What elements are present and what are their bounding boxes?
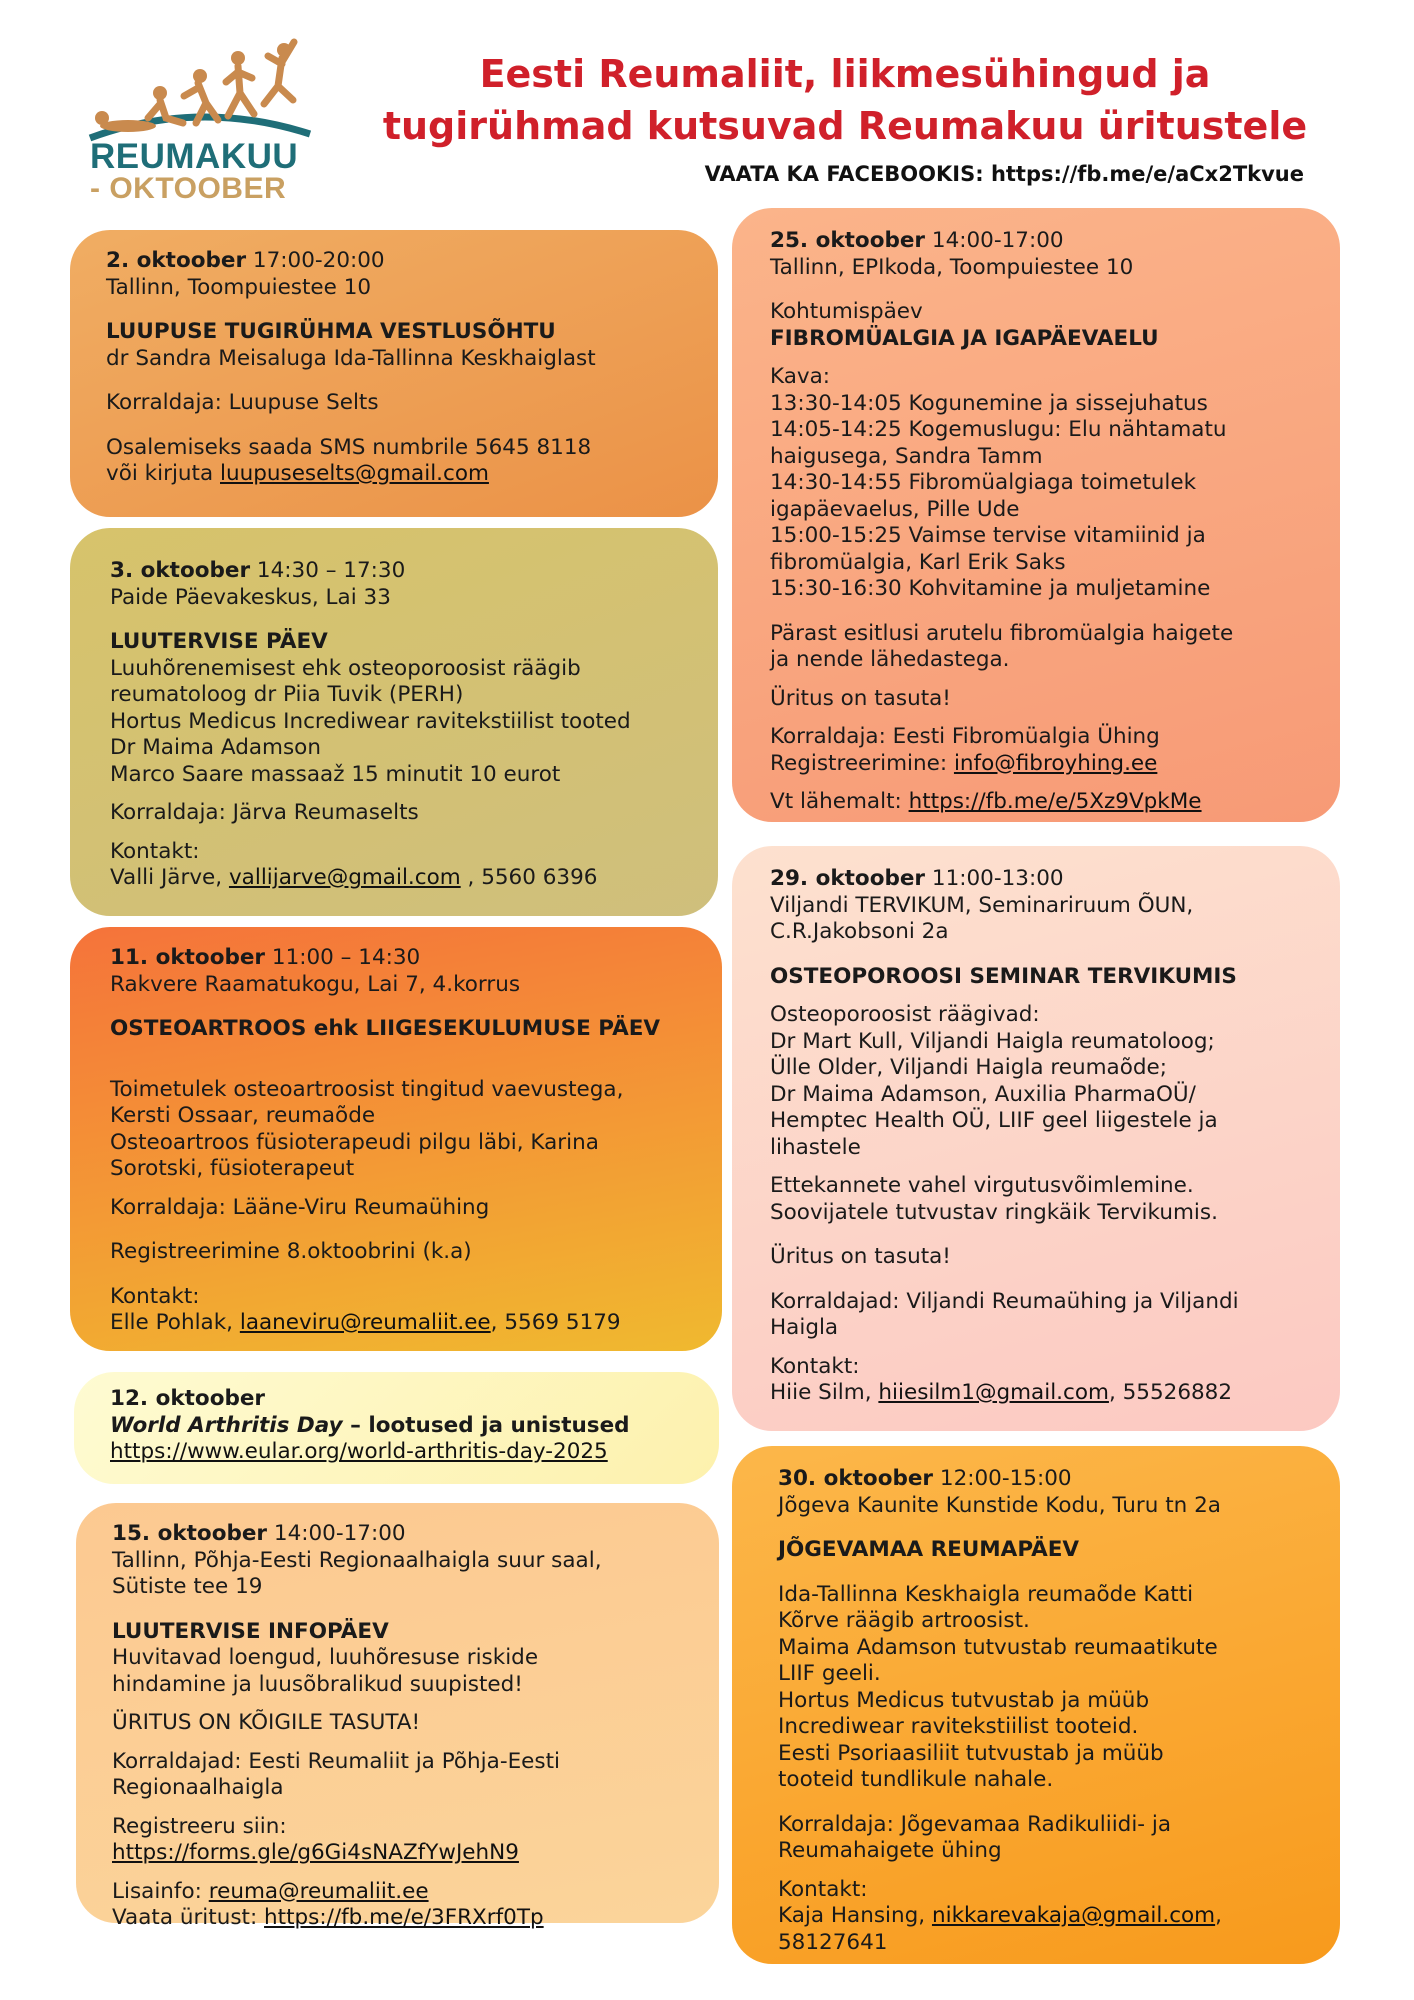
register-label: Registreerimine: [770,750,954,776]
event-time: 14:00-17:00 [273,1521,406,1546]
event-title: FIBROMÜALGIA JA IGAPÄEVAELU [770,325,1159,351]
contact-name: Hiie Silm, [770,1380,879,1405]
event-card-oct-11 [70,927,722,1351]
event-organizer: Regionaalhaigla [112,1775,284,1800]
event-organizer: Korraldaja: Lääne-Viru Reumaühing [110,1194,490,1220]
email-link[interactable]: reuma@reumaliit.ee [208,1878,429,1904]
event-after: ja nende lähedastega. [770,647,1010,672]
event-line: tooteid tundlikule nahale. [778,1767,1054,1792]
event-time: 14:30 – 17:30 [256,558,406,583]
event-organizer: Korraldaja: Järva Reumaselts [110,800,419,825]
event-line: Dr Maima Adamson, Auxilia PharmaOÜ/ [770,1081,1196,1107]
event-title: LUUTERVISE INFOPÄEV [112,1618,389,1644]
title-line-1: Eesti Reumaliit, liikmesühingud ja [479,52,1211,96]
event-line: Ülle Older, Viljandi Haigla reumaõde; [770,1055,1167,1080]
event-extra: Soovijatele tutvustav ringkäik Tervikumis. [770,1199,1218,1225]
email-link[interactable]: luupuseselts@gmail.com [220,461,489,486]
event-date: 2. oktoober [106,248,247,273]
event-link[interactable]: https://www.eular.org/world-arthritis-day-2025 [110,1439,608,1464]
event-line: Kõrve räägib artroosist. [778,1608,1030,1633]
event-line: lihastele [770,1134,861,1160]
event-line: Dr Maima Adamson [110,735,321,760]
email-link[interactable]: info@fibroyhing.ee [953,750,1158,776]
event-date: 25. oktoober [770,228,926,253]
event-place: Paide Päevakeskus, Lai 33 [110,584,391,610]
event-time: 14:00-17:00 [931,228,1064,253]
event-title: OSTEOPOROOSI SEMINAR TERVIKUMIS [770,963,1237,989]
event-card-oct-2 [70,230,718,517]
event-organizer: Korraldajad: Viljandi Reumaühing ja Viljandi [770,1288,1239,1314]
event-card-oct-15 [76,1503,719,1930]
contact-name: Kaja Hansing, [778,1903,932,1928]
event-info-prefix: või kirjuta [106,461,220,486]
contact-phone: , [1215,1903,1222,1928]
contact-name: Valli Järve, [110,865,229,890]
event-line: Hortus Medicus tutvustab ja müüb [778,1687,1150,1713]
contact-name: Elle Pohlak, [110,1310,240,1335]
event-line: Hemptec Health OÜ, LIIF geel liigestele ja [770,1108,1218,1133]
event-line: Toimetulek osteoartroosist tingitud vaevustega, [110,1076,624,1102]
event-link[interactable]: https://fb.me/e/5Xz9VpkMe [908,789,1202,814]
event-date: 12. oktoober [110,1386,266,1411]
event-card-oct-3 [70,528,718,916]
event-time: 17:00-20:00 [252,248,385,273]
event-line: Incrediwear ravitekstiilist tooteid. [778,1714,1139,1739]
event-line: LIIF geeli. [778,1661,881,1686]
contact-phone: , 5560 6396 [460,865,598,890]
event-free-note: Üritus on tasuta! [770,685,951,711]
event-description: hindamine ja luusõbralikud suupisted! [112,1671,523,1697]
event-link[interactable]: https://fb.me/e/3FRXrf0Tp [264,1905,544,1930]
register-link[interactable]: https://forms.gle/g6Gi4sNAZfYwJehN9 [112,1840,519,1865]
event-title: LUUTERVISE PÄEV [110,629,328,654]
event-organizer: Korraldaja: Luupuse Selts [106,390,379,415]
event-line: Osteoartroos füsioterapeudi pilgu läbi, Karina [110,1129,599,1155]
event-extra: Ettekannete vahel virgutusvõimlemine. [770,1173,1194,1198]
event-date: 3. oktoober [110,558,251,583]
event-line: Maima Adamson tutvustab reumaatikute [778,1634,1218,1660]
kava-item: igapäevaelus, Pille Ude [770,496,1020,522]
event-line: reumatoloog dr Piia Tuvik (PERH) [110,682,464,707]
event-organizer: Korraldajad: Eesti Reumaliit ja Põhja-Eesti [112,1748,560,1774]
page-title [340,48,1350,152]
kava-item: 14:30-14:55 Fibromüalgiaga toimetulek [770,470,1197,495]
event-title: OSTEOARTROOS ehk LIIGESEKULUMUSE PÄEV [110,1016,661,1041]
contact-phone: , 55526882 [1108,1380,1233,1405]
contact-phone: 58127641 [778,1929,888,1955]
event-time: 11:00-13:00 [931,866,1064,891]
event-free-note: Üritus on tasuta! [770,1244,951,1269]
contact-label: Kontakt: [110,838,200,864]
event-card-oct-25 [732,208,1340,822]
contact-label: Kontakt: [110,1283,200,1309]
event-line: Osteoporoosist räägivad: [770,1002,1040,1027]
event-info: Osalemiseks saada SMS numbrile 5645 8118 [106,434,592,460]
event-date: 15. oktoober [112,1521,268,1546]
event-description: dr Sandra Meisaluga Ida-Tallinna Keskhaiglast [106,345,596,371]
kava-item: 15:30-16:30 Kohvitamine ja muljetamine [770,576,1211,601]
email-link[interactable]: hiiesilm1@gmail.com [878,1380,1109,1405]
event-title-italic: World Arthritis Day [110,1412,343,1438]
email-link[interactable]: nikkarevakaja@gmail.com [931,1903,1216,1928]
event-line: Luuhõrenemisest ehk osteoporoosist räägib [110,655,581,681]
kava-label: Kava: [770,364,831,389]
event-place: Sütiste tee 19 [112,1574,263,1599]
event-date: 11. oktoober [110,945,266,970]
running-figures-icon [88,38,318,148]
event-place: Viljandi TERVIKUM, Seminariruum ÕUN, [770,892,1194,918]
kava-item: fibromüalgia, Karl Erik Saks [770,549,1066,575]
event-organizer: Korraldaja: Jõgevamaa Radikuliidi- ja [778,1811,1172,1837]
event-line: Kersti Ossaar, reumaõde [110,1103,376,1128]
event-place: Rakvere Raamatukogu, Lai 7, 4.korrus [110,971,521,997]
event-organizer: Haigla [770,1315,839,1340]
facebook-label: VAATA KA FACEBOOKIS: [704,162,984,186]
kava-item: 14:05-14:25 Kogemuslugu: Elu nähtamatu [770,417,1227,442]
event-time: 11:00 – 14:30 [271,945,421,970]
event-description: Huvitavad loengud, luuhõresuse riskide [112,1645,539,1670]
event-subtitle: Kohtumispäev [770,299,923,324]
event-place: C.R.Jakobsoni 2a [770,919,949,944]
logo-subtitle: - OKTOOBER [90,172,287,205]
event-card-oct-29 [732,846,1340,1431]
event-place: Tallinn, Põhja-Eesti Regionaalhaigla suur saal, [112,1547,602,1573]
event-place: Tallinn, EPIkoda, Toompuiestee 10 [770,254,1134,280]
facebook-link[interactable]: https://fb.me/e/aCx2Tkvue [990,162,1304,186]
event-organizer: Korraldaja: Eesti Fibromüalgia Ühing [770,724,1160,749]
register-label: Registreeru siin: [112,1813,287,1839]
event-card-oct-30 [732,1446,1340,1964]
event-line: Marco Saare massaaž 15 minutit 10 eurot [110,761,561,787]
kava-item: haigusega, Sandra Tamm [770,443,1043,469]
facebook-line [705,162,1304,186]
event-line: Hortus Medicus Incrediwear ravitekstiilist tooted [110,708,631,734]
event-card-oct-12 [74,1372,719,1484]
title-line-2: tugirühmad kutsuvad Reumakuu üritustele [382,104,1308,148]
info-label: Lisainfo: [112,1878,209,1904]
event-title-rest: – lootused ja unistused [342,1412,630,1438]
contact-label: Kontakt: [770,1353,860,1379]
event-line: Ida-Tallinna Keskhaigla reumaõde Katti [778,1581,1194,1607]
event-place: Tallinn, Toompuiestee 10 [106,274,372,300]
contact-label: Kontakt: [778,1876,868,1902]
event-line: Dr Mart Kull, Viljandi Haigla reumatoloog; [770,1028,1215,1054]
event-date: 29. oktoober [770,866,926,891]
event-line: Sorotski, füsioterapeut [110,1156,355,1181]
event-organizer: Reumahaigete ühing [778,1838,1002,1863]
event-place: Jõgeva Kaunite Kunstide Kodu, Turu tn 2a [778,1492,1221,1518]
event-registration: Registreerimine 8.oktoobrini (k.a) [110,1239,472,1264]
event-label: Vaata üritust: [112,1905,265,1930]
event-free-note: ÜRITUS ON KÕIGILE TASUTA! [112,1710,421,1735]
kava-item: 15:00-15:25 Vaimse tervise vitamiinid ja [770,523,1206,548]
more-label: Vt lähemalt: [770,789,909,814]
event-date: 30. oktoober [778,1466,934,1491]
event-title: JÕGEVAMAA REUMAPÄEV [778,1537,1080,1562]
email-link[interactable]: vallijarve@gmail.com [228,865,461,890]
event-line: Eesti Psoriaasiliit tutvustab ja müüb [778,1740,1164,1766]
event-time: 12:00-15:00 [939,1466,1072,1491]
logo-wordmark: REUMAKUU [90,137,299,176]
email-link[interactable]: laaneviru@reumaliit.ee [239,1310,491,1335]
contact-phone: , 5569 5179 [490,1310,621,1335]
kava-item: 13:30-14:05 Kogunemine ja sissejuhatus [770,390,1208,416]
event-after: Pärast esitlusi arutelu fibromüalgia haigete [770,620,1234,646]
event-title: LUUPUSE TUGIRÜHMA VESTLUSÕHTU [106,319,556,344]
